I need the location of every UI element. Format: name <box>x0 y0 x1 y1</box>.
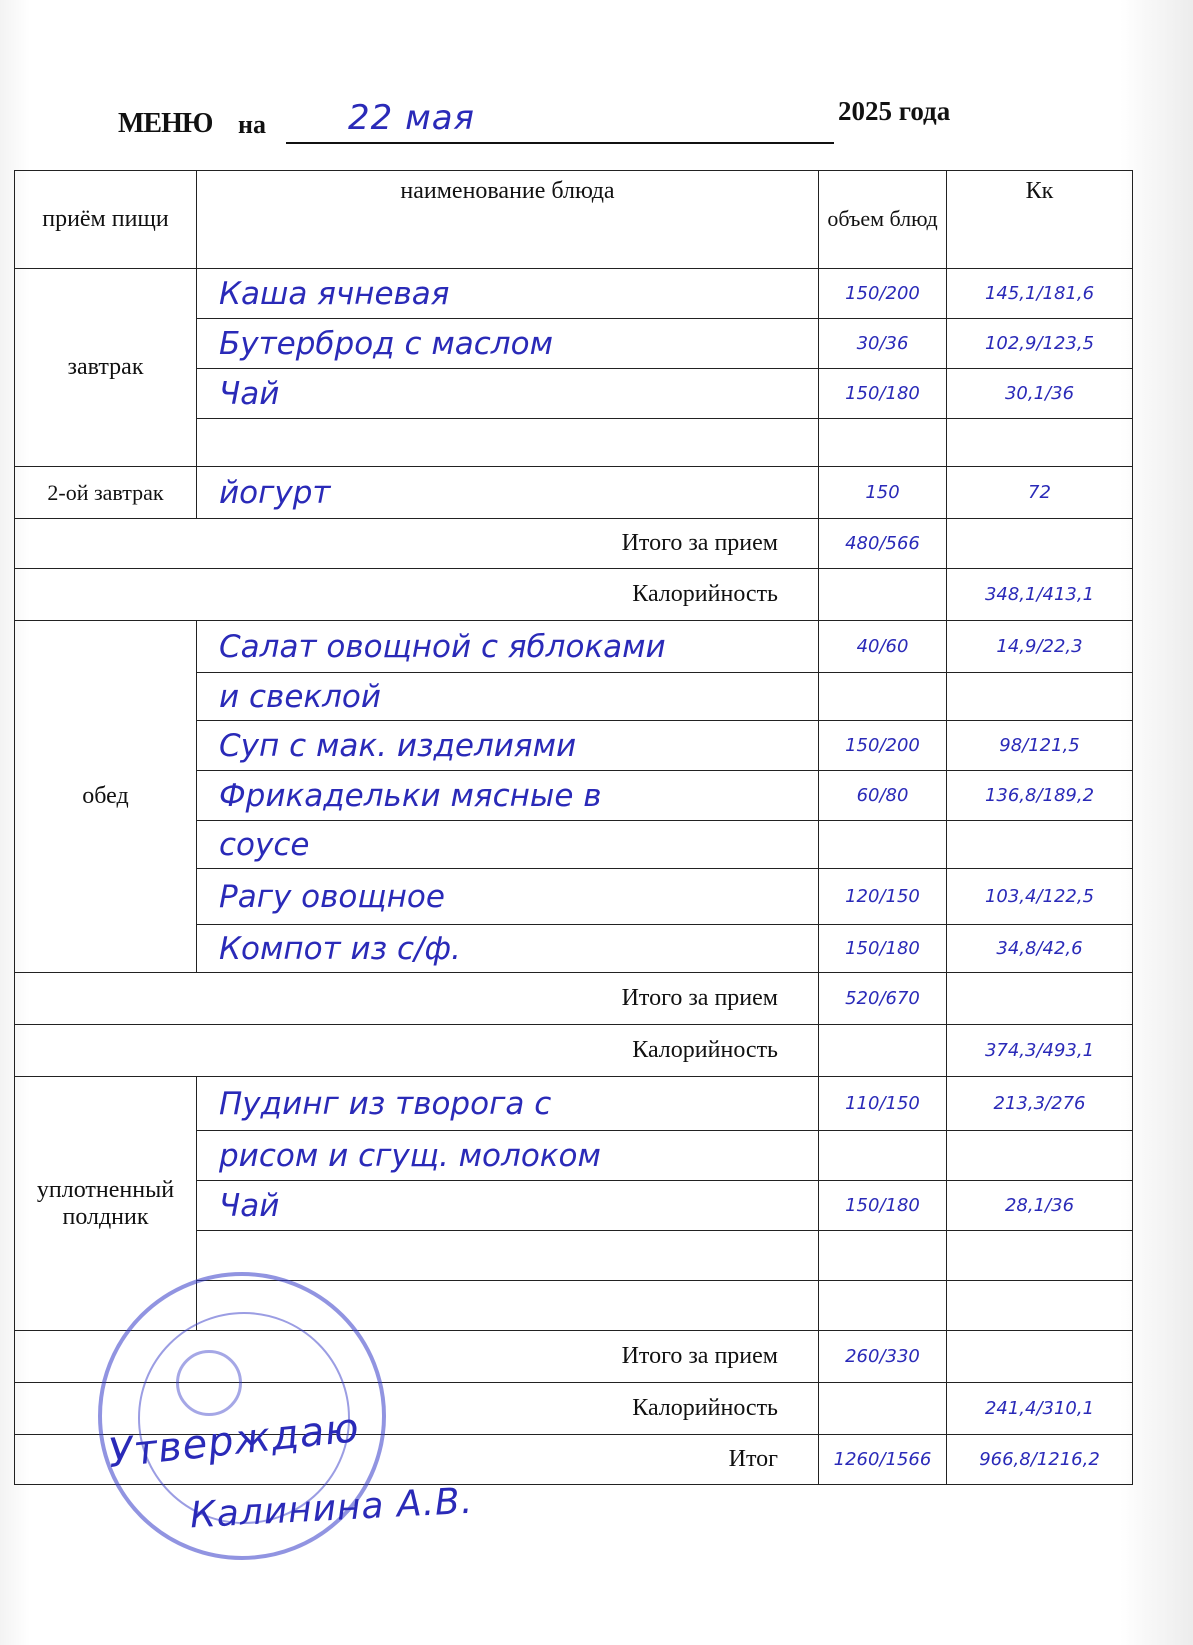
dish-cell: Компот из с/ф. <box>197 925 819 973</box>
calorie-value: 374,3/493,1 <box>947 1025 1133 1077</box>
col-dish: наименование блюда <box>197 171 819 269</box>
empty-cell <box>947 1281 1133 1331</box>
signer-name: Калинина А.В. <box>189 1480 475 1537</box>
col-kk: Кк <box>947 171 1133 269</box>
total-row <box>15 973 1133 1025</box>
kk-cell: 30,1/36 <box>947 369 1133 419</box>
table-row <box>15 269 1133 319</box>
empty-cell <box>819 1281 947 1331</box>
total-row <box>15 519 1133 569</box>
volume-cell: 40/60 <box>819 621 947 673</box>
dish-cell: Суп с мак. изделиями <box>197 721 819 771</box>
calorie-label: Калорийность <box>15 569 819 621</box>
volume-cell <box>819 821 947 869</box>
total-label: Итого за прием <box>15 973 819 1025</box>
kk-cell: 34,8/42,6 <box>947 925 1133 973</box>
kk-cell <box>947 1131 1133 1181</box>
volume-cell: 150 <box>819 467 947 519</box>
approval-signature: Утверждаю <box>106 1404 362 1478</box>
calorie-row <box>15 569 1133 621</box>
kk-cell: 28,1/36 <box>947 1181 1133 1231</box>
calorie-label: Калорийность <box>15 1383 819 1435</box>
dish-cell: Чай <box>197 369 819 419</box>
final-total-volume: 1260/1566 <box>819 1435 947 1485</box>
table-row <box>15 1077 1133 1131</box>
meal-breakfast: завтрак <box>15 269 197 467</box>
empty-cell <box>819 1025 947 1077</box>
dish-cell: рисом и сгущ. молоком <box>197 1131 819 1181</box>
calorie-row <box>15 1025 1133 1077</box>
dish-cell: и свеклой <box>197 673 819 721</box>
volume-cell: 120/150 <box>819 869 947 925</box>
kk-cell: 98/121,5 <box>947 721 1133 771</box>
calorie-label: Калорийность <box>15 1025 819 1077</box>
stamp-emblem <box>176 1350 242 1416</box>
volume-cell: 150/200 <box>819 269 947 319</box>
empty-cell <box>819 569 947 621</box>
empty-cell <box>197 419 819 467</box>
empty-cell <box>947 1231 1133 1281</box>
kk-cell <box>947 673 1133 721</box>
final-total-label: Итог <box>15 1435 819 1485</box>
col-volume: объем блюд <box>819 171 947 269</box>
volume-cell <box>819 673 947 721</box>
kk-cell: 102,9/123,5 <box>947 319 1133 369</box>
volume-cell: 150/200 <box>819 721 947 771</box>
dish-cell: Бутерброд с маслом <box>197 319 819 369</box>
kk-cell: 145,1/181,6 <box>947 269 1133 319</box>
empty-cell <box>819 1231 947 1281</box>
dish-cell: йогурт <box>197 467 819 519</box>
empty-cell <box>947 519 1133 569</box>
volume-cell: 150/180 <box>819 369 947 419</box>
meal-second-breakfast: 2-ой завтрак <box>15 467 197 519</box>
table-row <box>15 467 1133 519</box>
meal-snack: уплотненный полдник <box>15 1077 197 1331</box>
total-label: Итого за прием <box>15 519 819 569</box>
dish-cell: Рагу овощное <box>197 869 819 925</box>
dish-cell: Фрикадельки мясные в <box>197 771 819 821</box>
dish-cell: соусе <box>197 821 819 869</box>
calorie-value: 241,4/310,1 <box>947 1383 1133 1435</box>
volume-cell: 150/180 <box>819 925 947 973</box>
kk-cell: 14,9/22,3 <box>947 621 1133 673</box>
total-label: Итого за прием <box>15 1331 819 1383</box>
total-volume: 480/566 <box>819 519 947 569</box>
volume-cell: 60/80 <box>819 771 947 821</box>
dish-cell: Салат овощной с яблоками <box>197 621 819 673</box>
col-meal: приём пищи <box>15 171 197 269</box>
volume-cell: 150/180 <box>819 1181 947 1231</box>
title-date-line <box>286 142 834 144</box>
kk-cell: 136,8/189,2 <box>947 771 1133 821</box>
total-volume: 520/670 <box>819 973 947 1025</box>
dish-cell: Каша ячневая <box>197 269 819 319</box>
meal-lunch: обед <box>15 621 197 973</box>
kk-cell: 72 <box>947 467 1133 519</box>
menu-title <box>118 96 998 152</box>
empty-cell <box>819 1383 947 1435</box>
dish-cell: Чай <box>197 1181 819 1231</box>
volume-cell: 110/150 <box>819 1077 947 1131</box>
kk-cell <box>947 821 1133 869</box>
empty-cell <box>947 1331 1133 1383</box>
title-word: МЕНЮ <box>118 108 213 139</box>
dish-cell: Пудинг из творога с <box>197 1077 819 1131</box>
title-date: 22 мая <box>348 98 476 138</box>
empty-cell <box>819 419 947 467</box>
final-total-calories: 966,8/1216,2 <box>947 1435 1133 1485</box>
table-header-row <box>15 171 1133 269</box>
kk-cell: 213,3/276 <box>947 1077 1133 1131</box>
volume-cell: 30/36 <box>819 319 947 369</box>
volume-cell <box>819 1131 947 1181</box>
title-year: 2025 года <box>838 96 951 126</box>
empty-cell <box>947 973 1133 1025</box>
title-na: на <box>238 110 266 139</box>
total-volume: 260/330 <box>819 1331 947 1383</box>
calorie-value: 348,1/413,1 <box>947 569 1133 621</box>
empty-cell <box>947 419 1133 467</box>
table-row <box>15 621 1133 673</box>
empty-cell <box>197 1231 819 1281</box>
signature-block <box>40 1404 600 1610</box>
kk-cell: 103,4/122,5 <box>947 869 1133 925</box>
